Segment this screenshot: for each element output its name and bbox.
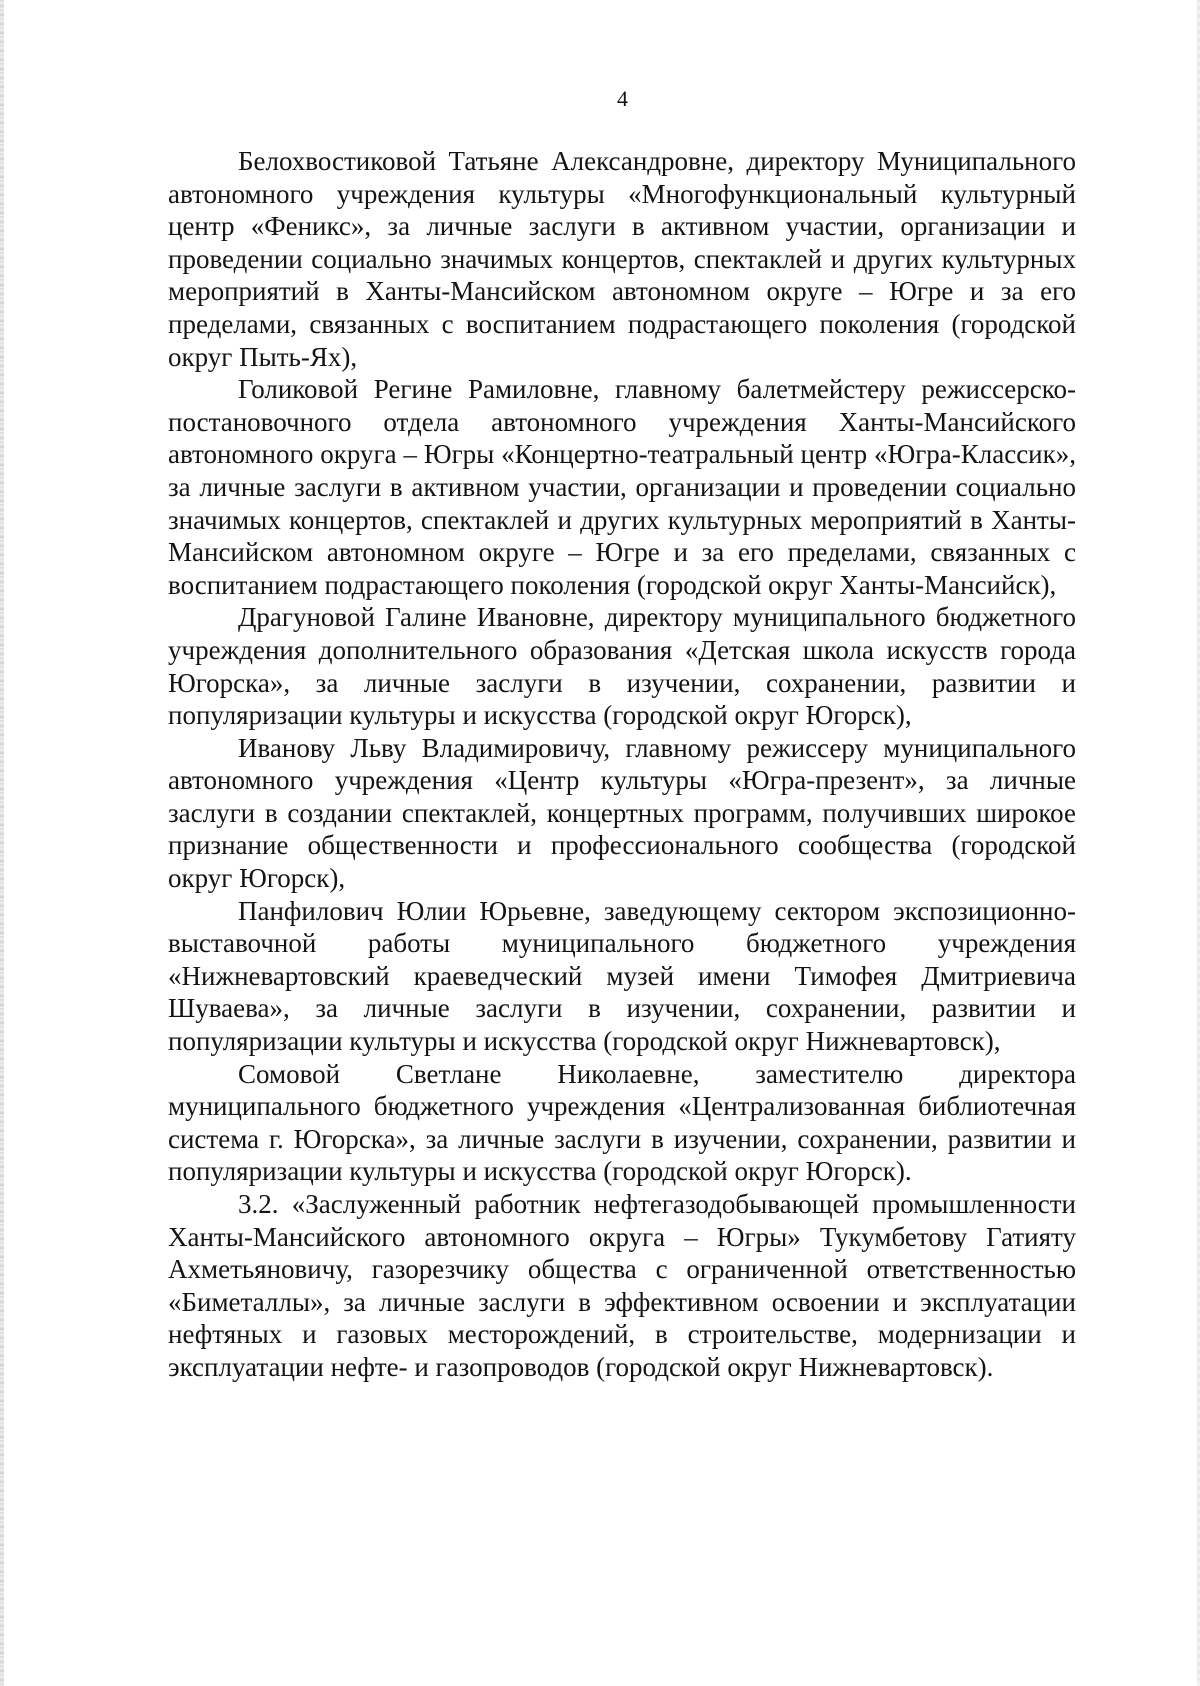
paragraph-belokhvostikova: Белохвостиковой Татьяне Александровне, директору Муниципального автономного учреждения культуры «Многофункциональный культурный центр «Феникс», за личные заслуги в активном участии, организации и проведении социально значимых концертов, спектаклей и других культурных мероприятий в Ханты-Мансийском автономном округе – Югре и за его пределами, связанных с воспитанием подрастающего поколения (городской округ Пыть-Ях), — [168, 146, 1076, 372]
document-body — [168, 145, 1076, 1384]
scan-edge-left — [0, 0, 4, 1686]
paragraph-section-3-2: 3.2. «Заслуженный работник нефтегазодобывающей промышленности Ханты-Мансийского автономного округа – Югры» Тукумбетову Гатияту Ахметьяновичу, газорезчику общества с ограниченной ответственностью «Биметаллы», за личные заслуги в эффективном освоении и эксплуатации нефтяных и газовых месторождений, в строительстве, модернизации и эксплуатации нефте- и газопроводов (городской округ Нижневартовск). — [168, 1189, 1076, 1382]
paragraph-dragunova: Драгуновой Галине Ивановне, директору муниципального бюджетного учреждения дополнительного образования «Детская школа искусств города Югорска», за личные заслуги в изучении, сохранении, развитии и популяризации культуры и искусства (городской округ Югорск), — [168, 602, 1076, 731]
page-number: 4 — [617, 86, 628, 111]
paragraph-golikova: Голиковой Регине Рамиловне, главному балетмейстеру режиссерско-постановочного отдела автономного учреждения Ханты-Мансийского автономного округа – Югры «Концертно-театральный центр «Югра-Классик», за личные заслуги в активном участии, организации и проведении социально значимых концертов, спектаклей и других культурных мероприятий в Ханты-Мансийском автономном округе – Югре и за его пределами, связанных с воспитанием подрастающего поколения (городской округ Ханты-Мансийск), — [168, 374, 1076, 600]
paragraph-panfilovich: Панфилович Юлии Юрьевне, заведующему сектором экспозиционно-выставочной работы муниципального бюджетного учреждения «Нижневартовский краеведческий музей имени Тимофея Дмитриевича Шуваева», за личные заслуги в изучении, сохранении, развитии и популяризации культуры и искусства (городской округ Нижневартовск), — [168, 895, 1076, 1057]
paragraph-ivanov: Иванову Льву Владимировичу, главному режиссеру муниципального автономного учреждения «Центр культуры «Югра-презент», за личные заслуги в создании спектаклей, концертных программ, получивших широкое признание общественности и профессионального сообщества (городской округ Югорск), — [168, 732, 1076, 894]
paragraph-somova: Сомовой Светлане Николаевне, заместителю директора муниципального бюджетного учреждения «Централизованная библиотечная система г. Югорска», за личные заслуги в изучении, сохранении, развитии и популяризации культуры и искусства (городской округ Югорск). — [168, 1058, 1076, 1187]
